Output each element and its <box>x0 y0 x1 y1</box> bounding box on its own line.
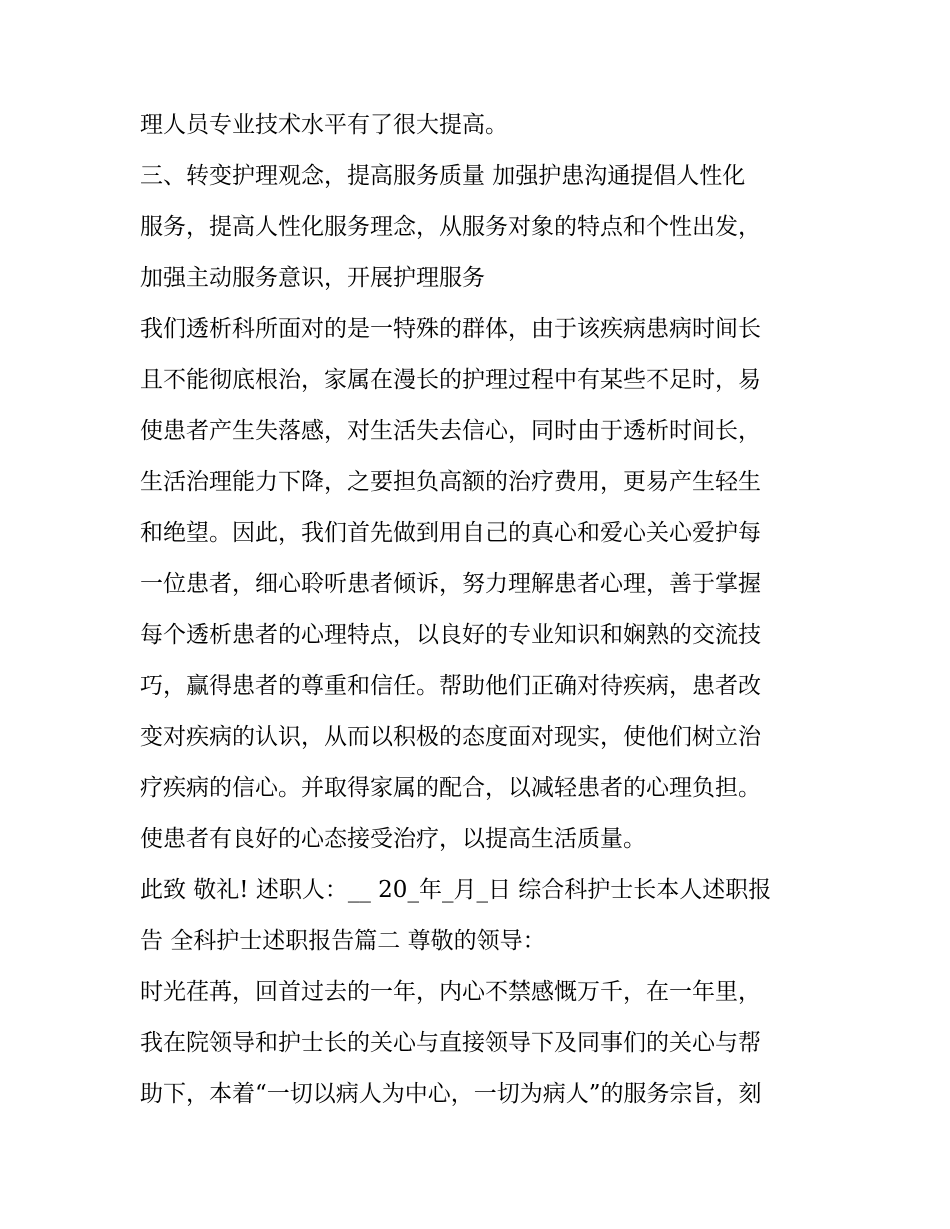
text-line: 和绝望。因此，我们首先做到用自己的真心和爱心关心爱护每 <box>140 520 761 546</box>
text-line: 服务，提高人性化服务理念，从服务对象的特点和个性出发， <box>140 214 761 240</box>
text-line: 疗疾病的信心。并取得家属的配合，以减轻患者的心理负担。 <box>140 775 761 801</box>
text-line: 生活治理能力下降，之要担负高额的治疗费用，更易产生轻生 <box>140 469 761 495</box>
section-heading: 三、转变护理观念，提高服务质量 加强护患沟通提倡人性化 <box>140 163 746 189</box>
text-line: 理人员专业技术水平有了很大提高。 <box>140 112 508 138</box>
text-line: 一位患者，细心聆听患者倾诉，努力理解患者心理，善于掌握 <box>140 571 761 597</box>
text-line: 使患者有良好的心态接受治疗，以提高生活质量。 <box>140 826 646 852</box>
text-line: 且不能彻底根治，家属在漫长的护理过程中有某些不足时，易 <box>140 367 761 393</box>
text-line: 助下，本着“一切以病人为中心，一切为病人”的服务宗旨，刻 <box>140 1081 762 1107</box>
text-line: 变对疾病的认识，从而以积极的态度面对现实，使他们树立治 <box>140 724 761 750</box>
text-line: 告 全科护士述职报告篇二 尊敬的领导： <box>140 928 546 954</box>
text-line: 我在院领导和护士长的关心与直接领导下及同事们的关心与帮 <box>140 1030 761 1056</box>
text-line: 加强主动服务意识，开展护理服务 <box>140 265 485 291</box>
text-line: 巧，赢得患者的尊重和信任。帮助他们正确对待疾病，患者改 <box>140 673 761 699</box>
text-line: 每个透析患者的心理特点，以良好的专业知识和娴熟的交流技 <box>140 622 761 648</box>
text-line: 使患者产生失落感，对生活失去信心，同时由于透析时间长， <box>140 418 761 444</box>
text-line: 时光荏苒，回首过去的一年，内心不禁感慨万千，在一年里， <box>140 979 761 1005</box>
closing-line: 此致 敬礼! 述职人：__ 20_年_月_日 综合科护士长本人述职报 <box>140 877 772 903</box>
text-line: 我们透析科所面对的是一特殊的群体，由于该疾病患病时间长 <box>140 316 761 342</box>
document-body <box>140 100 815 1120</box>
